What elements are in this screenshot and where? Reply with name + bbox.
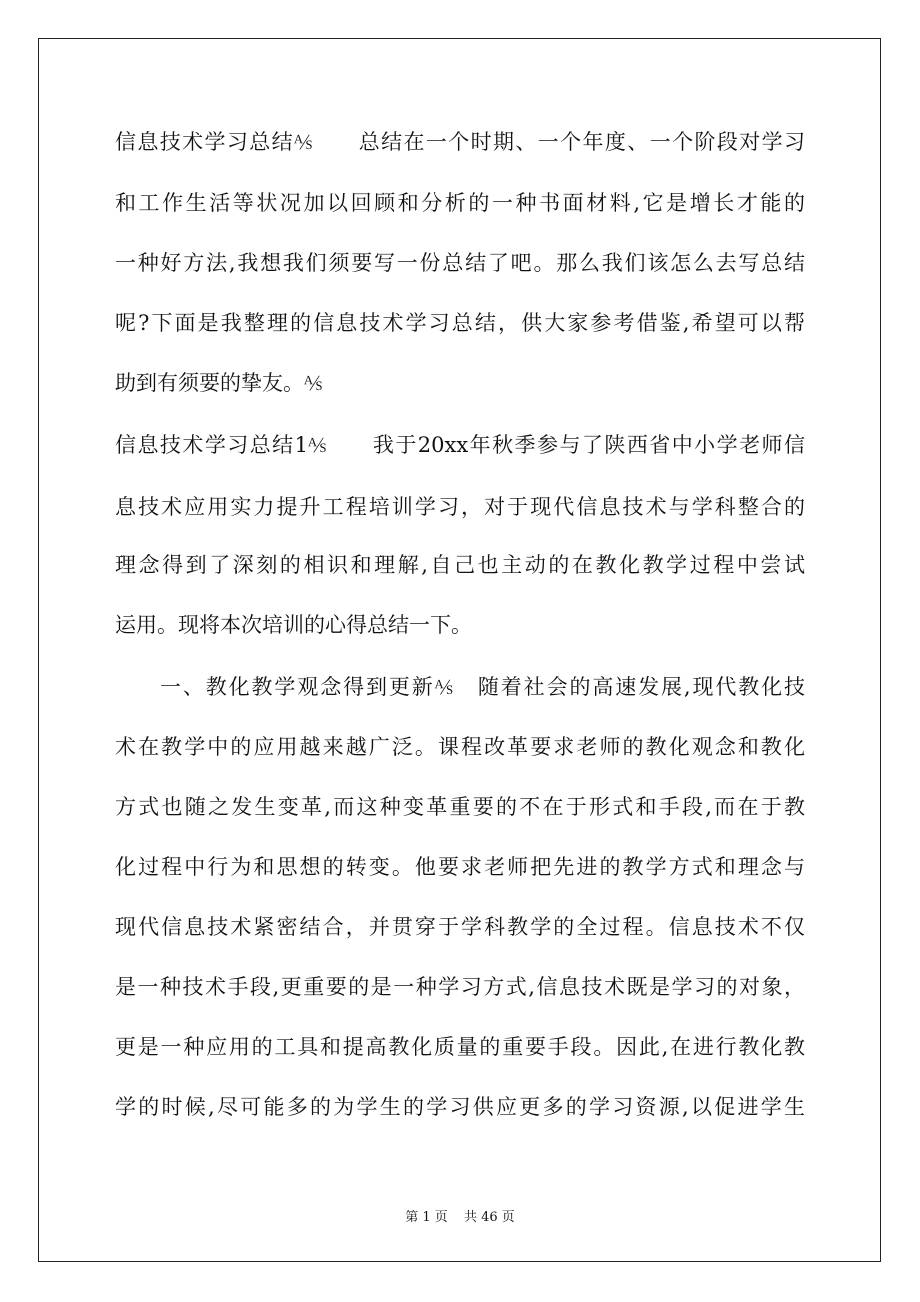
text-line: 和工作生活等状况加以回顾和分析的一种书面材料,它是增长才能的 [115, 191, 805, 215]
section-heading-line: 一、教化教学观念得到更新⅍ 随着社会的高速发展,现代教化技 [160, 675, 805, 699]
text-line: 是一种技术手段,更重要的是一种学习方式,信息技术既是学习的对象， [115, 975, 805, 999]
text-line: 理念得到了深刻的相识和理解,自己也主动的在教化教学过程中尝试 [115, 553, 805, 577]
page-footer [0, 1206, 920, 1225]
text-line: 息技术应用实力提升工程培训学习，对于现代信息技术与学科整合的 [115, 495, 805, 519]
text-line: 化过程中行为和思想的转变。他要求老师把先进的教学方式和理念与 [115, 855, 805, 879]
text-line: 更是一种应用的工具和提高教化质量的重要手段。因此,在进行教化教 [115, 1035, 805, 1059]
text-line: 一种好方法,我想我们须要写一份总结了吧。那么我们该怎么去写总结 [115, 251, 805, 275]
page-number: 第 1 页 [405, 1210, 448, 1225]
text-line: 信息技术学习总结⅍ 总结在一个时期、一个年度、一个阶段对学习 [115, 130, 805, 154]
text-line: 助到有须要的挚友。⅍ [115, 371, 323, 395]
text-line: 现代信息技术紧密结合，并贯穿于学科教学的全过程。信息技术不仅 [115, 915, 805, 939]
text-line: 呢?下面是我整理的信息技术学习总结，供大家参考借鉴,希望可以帮 [115, 311, 805, 335]
page-border [38, 38, 881, 1262]
text-line: 方式也随之发生变革,而这种变革重要的不在于形式和手段,而在于教 [115, 795, 805, 819]
page-total: 共 46 页 [463, 1210, 515, 1225]
text-line: 运用。现将本次培训的心得总结一下。 [115, 613, 472, 637]
text-line: 信息技术学习总结1⅍ 我于20xx年秋季参与了陕西省中小学老师信 [115, 433, 805, 457]
text-line: 学的时候,尽可能多的为学生的学习供应更多的学习资源,以促进学生 [115, 1095, 805, 1119]
text-line: 术在教学中的应用越来越广泛。课程改革要求老师的教化观念和教化 [115, 735, 805, 759]
